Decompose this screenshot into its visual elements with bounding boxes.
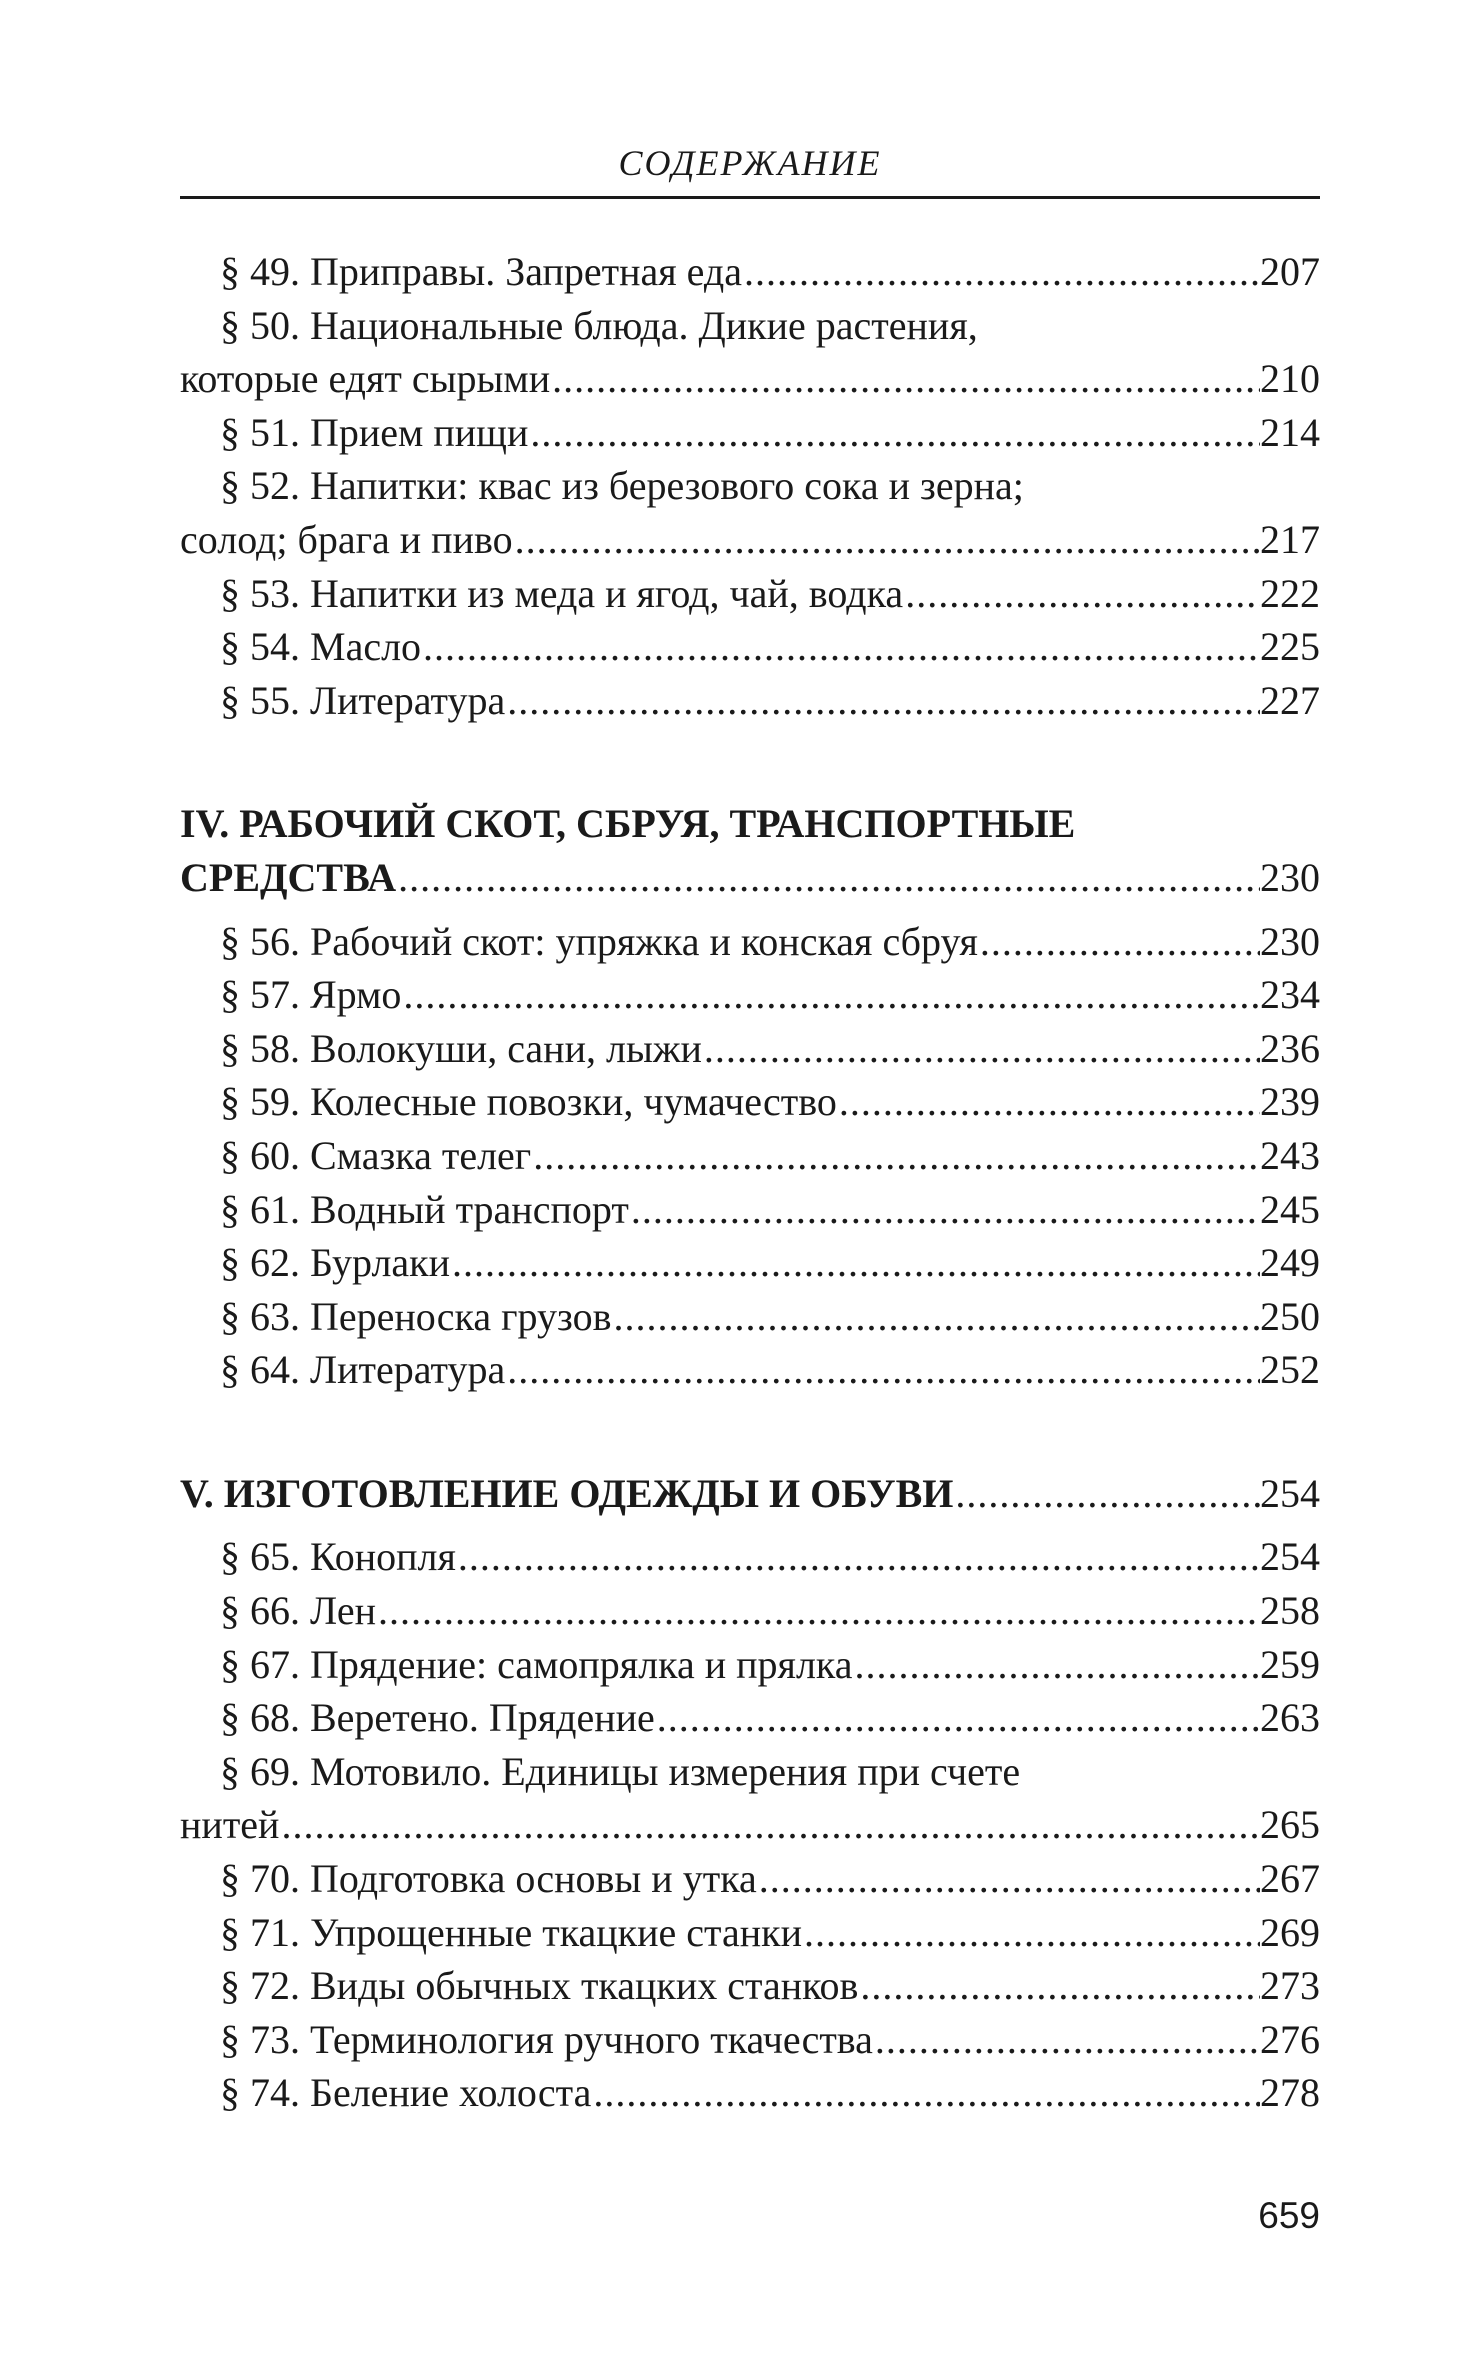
dot-leader — [802, 1906, 1260, 1960]
toc-entry — [180, 1290, 1320, 1344]
toc-entry — [180, 1745, 1320, 1799]
toc-entry — [180, 513, 1320, 567]
toc-entry-page: 234 — [1260, 972, 1320, 1018]
part-heading-text: IV. РАБОЧИЙ СКОТ, СБРУЯ, ТРАНСПОРТНЫЕ — [180, 801, 1076, 847]
toc-entry — [180, 968, 1320, 1022]
part-heading-page: 254 — [1260, 1470, 1320, 1516]
dot-leader — [742, 245, 1260, 299]
toc-entry-text: § 68. Веретено. Прядение — [220, 1695, 655, 1741]
running-head: СОДЕРЖАНИЕ — [618, 143, 882, 183]
dot-leader — [505, 1343, 1260, 1397]
dot-leader — [279, 1798, 1260, 1852]
toc-entry — [180, 1236, 1320, 1290]
toc-entry-text: § 55. Литература — [220, 677, 506, 723]
toc-entry — [180, 1638, 1320, 1692]
toc-entry-page: 258 — [1260, 1588, 1320, 1634]
toc-entry — [180, 1691, 1320, 1745]
toc-entry-text: § 74. Беление холоста — [220, 2070, 592, 2116]
toc-entry — [180, 1183, 1320, 1237]
toc-entry-text: нитей — [180, 1802, 280, 1848]
toc-entry — [180, 245, 1320, 299]
toc-entry-page: 222 — [1260, 570, 1320, 616]
dot-leader — [978, 915, 1260, 969]
toc-entry-text: § 59. Колесные повозки, чумачество — [220, 1079, 837, 1125]
toc-entry — [180, 1584, 1320, 1638]
dot-leader — [401, 968, 1260, 1022]
toc-entry-page: 250 — [1260, 1293, 1320, 1339]
toc-entry-page: 214 — [1260, 409, 1320, 455]
toc-entry-text: § 57. Ярмо — [220, 972, 402, 1018]
dot-leader — [873, 2013, 1260, 2067]
dot-leader — [837, 1075, 1260, 1129]
toc-entry-text: § 69. Мотовило. Единицы измерения при счете — [220, 1748, 1021, 1794]
toc-entry — [180, 1530, 1320, 1584]
toc-entry-page: 259 — [1260, 1641, 1320, 1687]
dot-leader — [550, 352, 1260, 406]
toc-entry-text: § 58. Волокуши, сани, лыжи — [220, 1025, 702, 1071]
toc-entry-text: § 70. Подготовка основы и утка — [220, 1856, 757, 1902]
dot-leader — [421, 620, 1260, 674]
dot-leader — [858, 1959, 1260, 2013]
toc-entry-text: § 73. Терминология ручного ткачества — [220, 2016, 873, 2062]
toc-entry-text: которые едят сырыми — [180, 356, 551, 402]
dot-leader — [396, 851, 1260, 905]
dot-leader — [702, 1022, 1260, 1076]
toc-entry-page: 267 — [1260, 1856, 1320, 1902]
dot-leader — [953, 1467, 1260, 1521]
dot-leader — [611, 1290, 1260, 1344]
toc-entry-text: солод; брага и пиво — [180, 516, 513, 562]
dot-leader — [376, 1584, 1260, 1638]
dot-leader — [591, 2066, 1260, 2120]
toc-entry — [180, 1798, 1320, 1852]
toc-entry — [180, 620, 1320, 674]
table-of-contents — [180, 245, 1320, 2120]
part-heading — [180, 851, 1320, 905]
header-rule — [180, 196, 1320, 199]
toc-entry — [180, 1022, 1320, 1076]
toc-entry — [180, 1852, 1320, 1906]
toc-entry-text: § 56. Рабочий скот: упряжка и конская сбруя — [220, 918, 978, 964]
toc-entry-page: 207 — [1260, 249, 1320, 294]
toc-entry-text: § 52. Напитки: квас из березового сока и зерна; — [220, 463, 1024, 509]
toc-entry — [180, 2066, 1320, 2120]
toc-entry-page: 249 — [1260, 1240, 1320, 1286]
toc-entry-page: 210 — [1260, 356, 1320, 402]
toc-entry-page: 273 — [1260, 1963, 1320, 2009]
toc-entry-page: 265 — [1260, 1802, 1320, 1848]
toc-entry-text: § 64. Литература — [220, 1347, 506, 1393]
toc-entry-page: 263 — [1260, 1695, 1320, 1741]
dot-leader — [757, 1852, 1260, 1906]
toc-entry — [180, 1129, 1320, 1183]
toc-entry-text: § 62. Бурлаки — [220, 1240, 450, 1286]
part-heading-text: V. ИЗГОТОВЛЕНИЕ ОДЕЖДЫ И ОБУВИ — [180, 1470, 954, 1516]
toc-entry-text: § 60. Смазка телег — [220, 1132, 532, 1178]
toc-entry-page: 239 — [1260, 1079, 1320, 1125]
dot-leader — [655, 1691, 1260, 1745]
dot-leader — [531, 1129, 1260, 1183]
toc-entry-text: § 63. Переноска грузов — [220, 1293, 612, 1339]
dot-leader — [629, 1183, 1260, 1237]
toc-entry-text: § 50. Национальные блюда. Дикие растения, — [220, 302, 978, 348]
dot-leader — [450, 1236, 1260, 1290]
toc-entry-text: § 67. Прядение: самопрялка и прялка — [220, 1641, 853, 1687]
toc-entry — [180, 2013, 1320, 2067]
toc-entry — [180, 459, 1320, 513]
toc-entry-page: 276 — [1260, 2016, 1320, 2062]
toc-entry — [180, 299, 1320, 353]
toc-entry-page: 236 — [1260, 1025, 1320, 1071]
dot-leader — [903, 567, 1260, 621]
toc-entry-text: § 54. Масло — [220, 624, 422, 670]
toc-entry-page: 245 — [1260, 1186, 1320, 1232]
toc-entry-text: § 71. Упрощенные ткацкие станки — [220, 1909, 802, 1955]
part-heading-page: 230 — [1260, 854, 1320, 900]
dot-leader — [505, 674, 1260, 728]
toc-entry-text: § 66. Лен — [220, 1588, 377, 1634]
page-number: 659 — [1258, 2195, 1320, 2236]
part-heading-text: СРЕДСТВА — [180, 854, 397, 900]
dot-leader — [456, 1530, 1260, 1584]
toc-entry-page: 254 — [1260, 1534, 1320, 1580]
toc-entry-text: § 61. Водный транспорт — [220, 1186, 629, 1232]
toc-entry — [180, 1959, 1320, 2013]
part-heading — [180, 1467, 1320, 1521]
toc-entry-text: § 51. Прием пищи — [220, 409, 529, 455]
dot-leader — [513, 513, 1260, 567]
toc-entry-text: § 53. Напитки из меда и ягод, чай, водка — [220, 570, 904, 616]
dot-leader — [528, 406, 1260, 460]
toc-entry — [180, 1906, 1320, 1960]
toc-entry — [180, 915, 1320, 969]
toc-entry-page: 252 — [1260, 1347, 1320, 1393]
toc-entry-page: 217 — [1260, 516, 1320, 562]
toc-entry — [180, 1075, 1320, 1129]
toc-entry-page: 227 — [1260, 677, 1320, 723]
toc-entry-page: 243 — [1260, 1132, 1320, 1178]
toc-entry-page: 278 — [1260, 2070, 1320, 2116]
toc-entry — [180, 567, 1320, 621]
toc-entry — [180, 1343, 1320, 1397]
dot-leader — [852, 1638, 1260, 1692]
toc-entry-page: 230 — [1260, 918, 1320, 964]
toc-entry — [180, 406, 1320, 460]
part-heading — [180, 797, 1320, 851]
toc-entry — [180, 674, 1320, 728]
toc-entry-text: § 72. Виды обычных ткацких станков — [220, 1963, 859, 2009]
toc-entry-text: § 65. Конопля — [220, 1534, 456, 1580]
toc-entry-page: 269 — [1260, 1909, 1320, 1955]
toc-entry-text: § 49. Приправы. Запретная еда — [220, 249, 743, 294]
toc-entry — [180, 352, 1320, 406]
toc-entry-page: 225 — [1260, 624, 1320, 670]
